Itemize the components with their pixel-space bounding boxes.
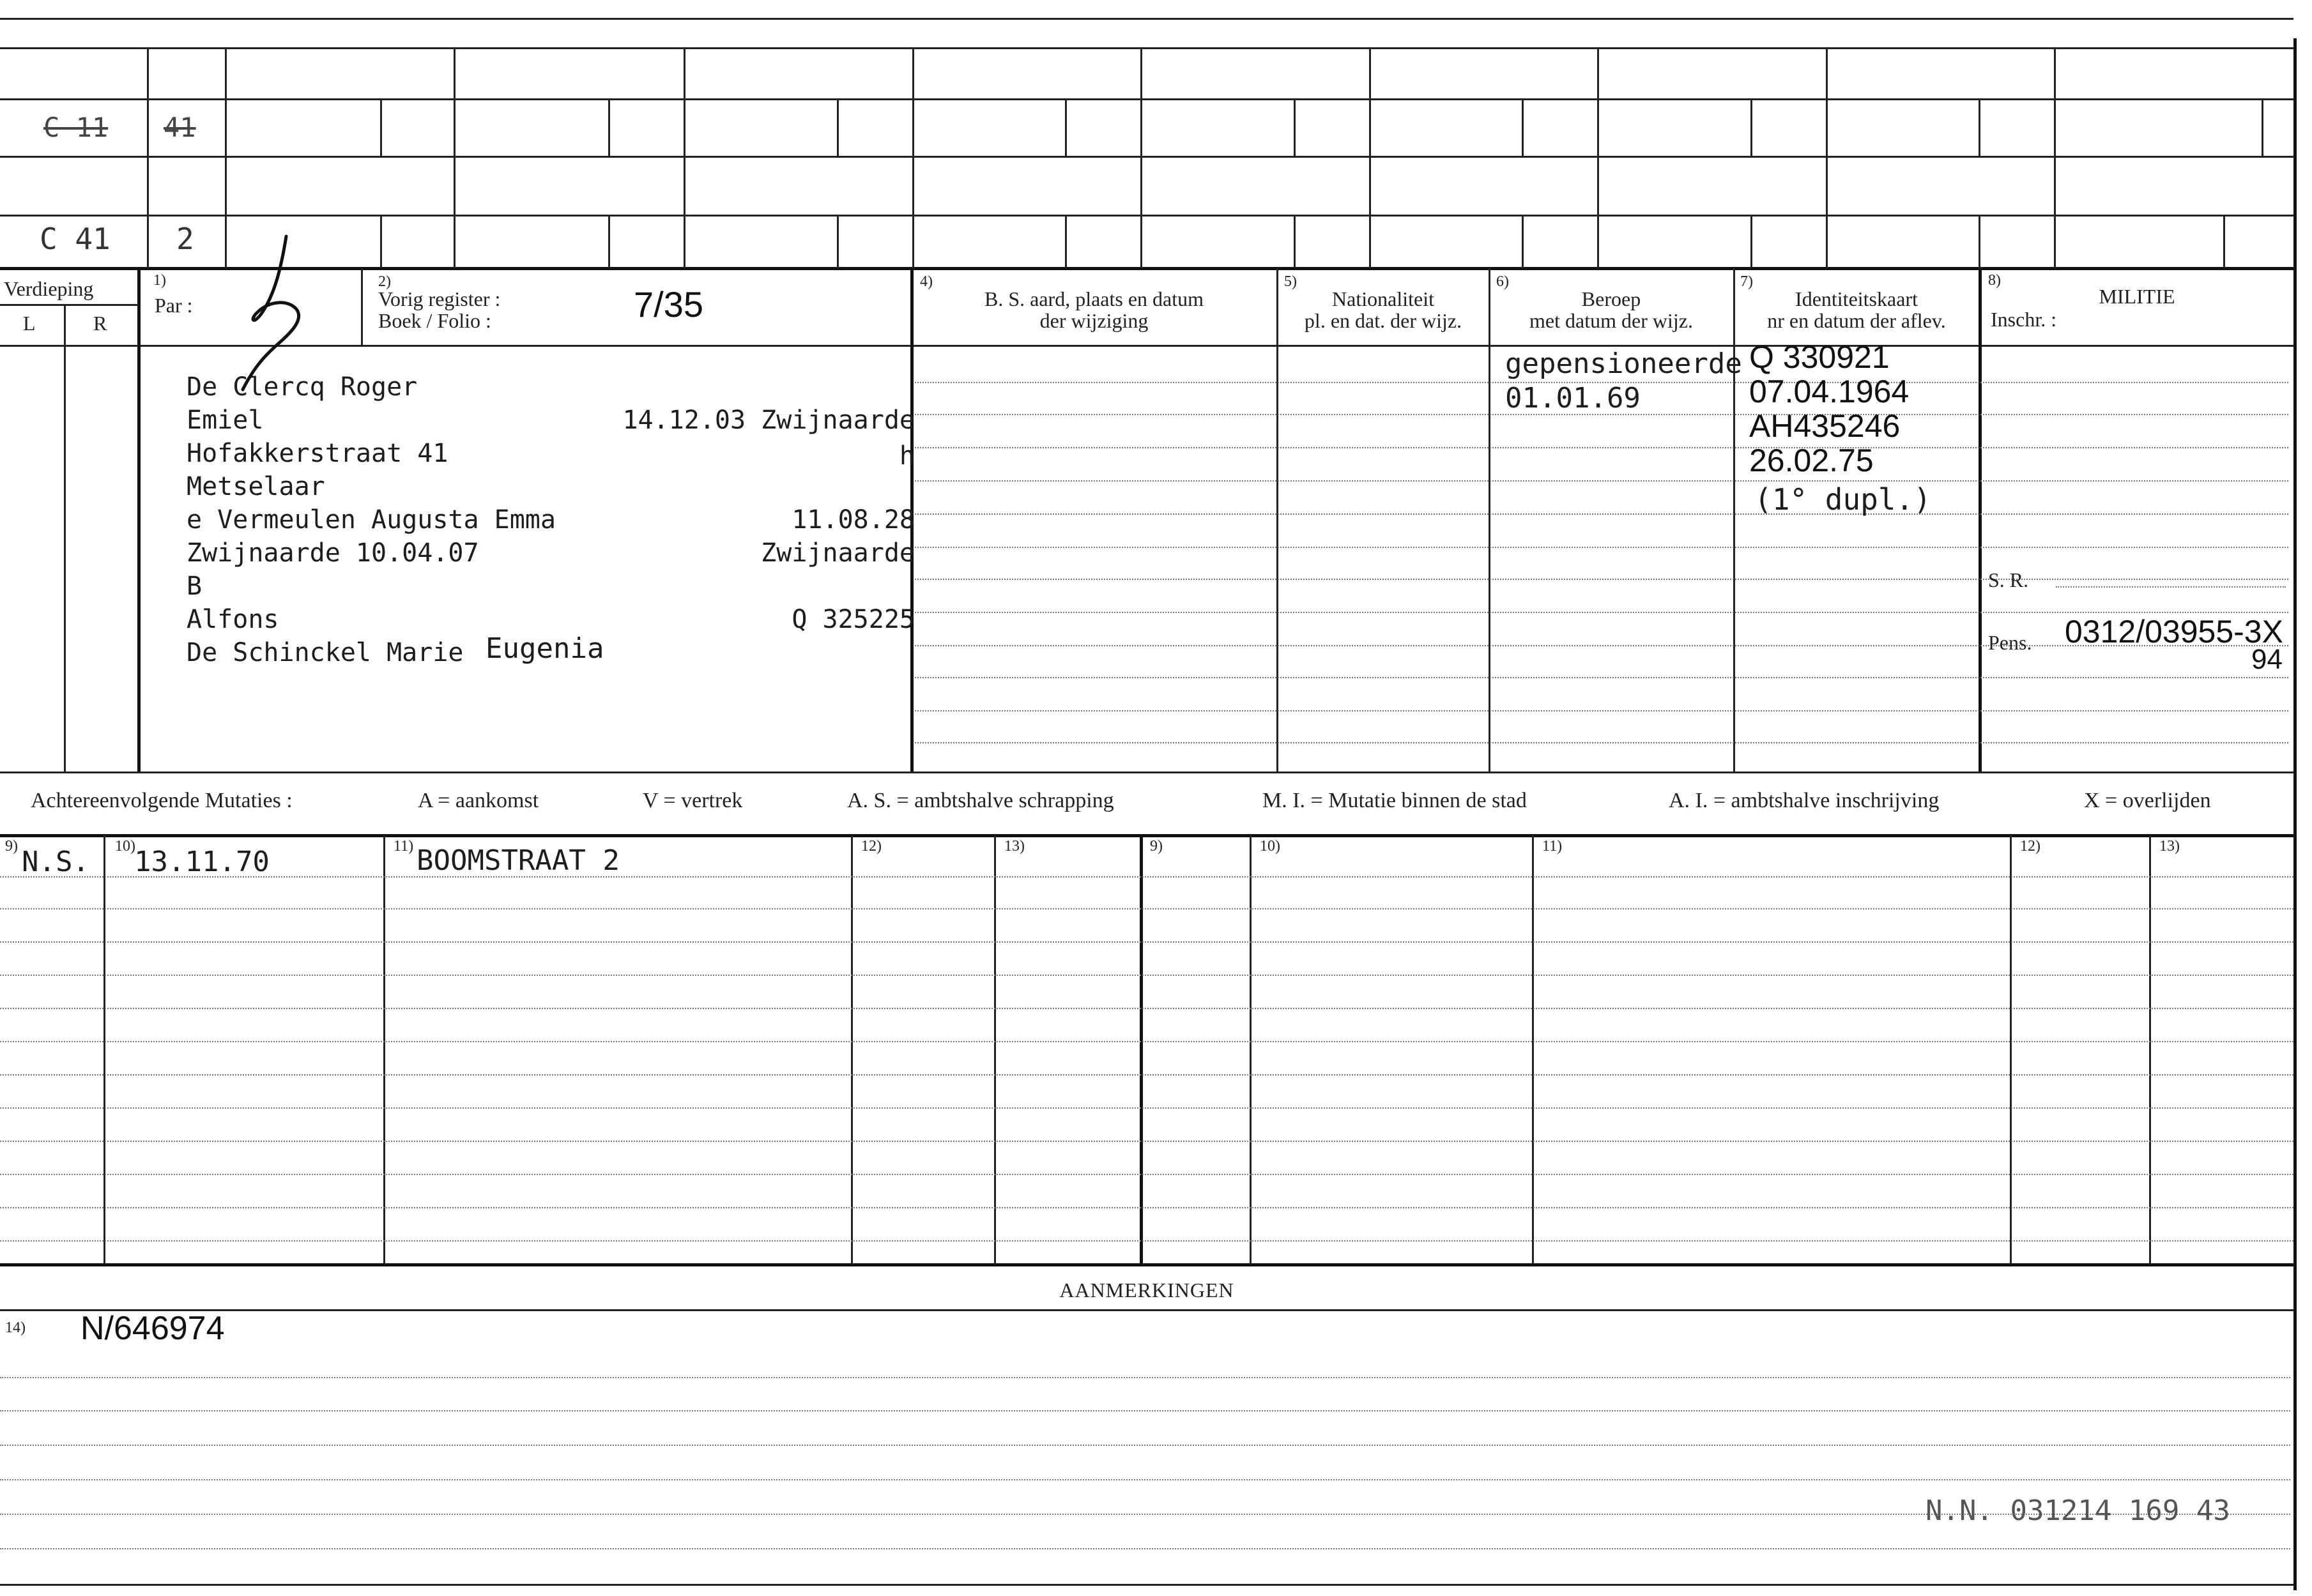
remarks-rule xyxy=(0,1309,2293,1311)
mut-row-rule xyxy=(0,975,2293,976)
top-grid-rule xyxy=(0,156,2293,158)
grid-line xyxy=(1522,215,1524,268)
inschr-label: Inschr. : xyxy=(1991,308,2057,331)
person-birth: 14.12.03 Zwijnaarde xyxy=(622,406,915,435)
col-line xyxy=(137,268,141,773)
col-l-label: L xyxy=(23,312,36,335)
grid-line xyxy=(147,47,149,268)
mut-col-num: 10) xyxy=(115,838,135,855)
mut-col-num: 12) xyxy=(861,838,882,855)
mut-col-line xyxy=(851,835,853,1263)
verdieping-label: Verdieping xyxy=(4,277,94,300)
sr-label: S. R. xyxy=(1988,568,2029,591)
mutation-date: 13.11.70 xyxy=(134,846,270,878)
top-grid-rule xyxy=(0,215,2293,217)
n4-label: 4) xyxy=(920,273,933,290)
militie-label: MILITIE xyxy=(2099,285,2175,308)
pens-label: Pens. xyxy=(1988,631,2032,654)
mut-col-num: 12) xyxy=(2020,838,2040,855)
mut-col-line xyxy=(2149,835,2151,1263)
remarks-dotted-rule xyxy=(0,1548,2290,1549)
id-card-date: 07.04.1964 xyxy=(1749,374,1910,409)
person-line-mother: De Schinckel Marie xyxy=(187,638,464,667)
person-line-spouse-birth: Zwijnaarde 10.04.07 xyxy=(187,538,479,568)
mut-col-line xyxy=(994,835,996,1263)
person-address-mark: h xyxy=(899,441,915,471)
old-num: 41 xyxy=(164,112,196,143)
dotted-rule xyxy=(915,742,2288,743)
beroep-line2: met datum der wijz. xyxy=(1529,309,1693,332)
mut-row-rule xyxy=(0,876,2293,878)
id-card-date-2: 26.02.75 xyxy=(1749,443,1874,478)
grid-line xyxy=(380,215,382,268)
mut-col-num: 13) xyxy=(1004,838,1025,855)
grid-line xyxy=(1369,47,1371,268)
col-line xyxy=(1276,268,1278,773)
n1-label: 1) xyxy=(153,272,166,289)
nat-line2: pl. en dat. der wijz. xyxy=(1304,309,1462,332)
person-line-address: Hofakkerstraat 41 xyxy=(187,439,448,468)
beroep-line1: Beroep xyxy=(1581,287,1641,310)
sr-dots xyxy=(2056,586,2286,588)
person-mother-added-name: Eugenia xyxy=(486,632,604,665)
dotted-rule xyxy=(915,710,2288,711)
top-grid-rule xyxy=(0,47,2293,49)
bottom-rule xyxy=(0,1584,2293,1586)
nat-line1: Nationaliteit xyxy=(1332,287,1434,310)
person-line-b: B xyxy=(187,572,203,601)
grid-line xyxy=(1522,98,1524,156)
grid-line xyxy=(1065,98,1067,156)
dotted-rule xyxy=(915,480,2288,482)
mut-col-num: 9) xyxy=(1150,838,1163,855)
dotted-rule xyxy=(915,447,2288,448)
mutation-bottom-rule xyxy=(0,1263,2293,1266)
signature-mark xyxy=(230,230,319,402)
par-label: Par : xyxy=(155,294,193,317)
mut-col-num: 11) xyxy=(1542,838,1563,855)
col-line xyxy=(1733,268,1735,773)
dotted-rule xyxy=(915,513,2288,515)
remarks-dotted-rule xyxy=(0,1377,2290,1378)
folio-value: 7/35 xyxy=(634,284,703,324)
grid-line xyxy=(2054,47,2056,268)
mut-col-line xyxy=(103,835,105,1263)
mut-row-rule xyxy=(0,1174,2293,1175)
grid-line xyxy=(608,215,610,268)
mut-col-line xyxy=(383,835,385,1263)
dotted-rule xyxy=(915,579,2288,580)
grid-line xyxy=(2223,215,2225,268)
grid-line xyxy=(837,98,839,156)
grid-line xyxy=(1750,215,1752,268)
pens-value: 0312/03955-3X xyxy=(2065,614,2283,650)
person-line-spouse: e Vermeulen Augusta Emma xyxy=(187,505,556,535)
grid-line xyxy=(1140,47,1142,268)
grid-line xyxy=(837,215,839,268)
id-line1: Identiteitskaart xyxy=(1795,287,1918,310)
top-border xyxy=(0,18,2293,20)
body-bottom-rule xyxy=(0,771,2293,773)
grid-line xyxy=(912,47,914,268)
top-grid-rule xyxy=(0,98,2293,100)
mutation-top-rule xyxy=(0,834,2293,837)
grid-line xyxy=(454,47,456,268)
legend-x: X = overlijden xyxy=(2084,789,2211,812)
n14-label: 14) xyxy=(5,1319,26,1336)
remarks-title: AANMERKINGEN xyxy=(1059,1279,1234,1302)
grid-line xyxy=(1826,47,1828,268)
id-card-number-2: AH435246 xyxy=(1749,408,1901,444)
mut-row-rule xyxy=(0,908,2293,909)
id-line2: nr en datum der aflev. xyxy=(1767,309,1946,332)
grid-line xyxy=(684,47,685,268)
mut-col-line xyxy=(1250,835,1252,1263)
n5-label: 5) xyxy=(1284,273,1297,290)
grid-line xyxy=(1294,98,1296,156)
remarks-dotted-rule xyxy=(0,1410,2290,1411)
mut-row-rule xyxy=(0,1008,2293,1009)
mut-row-rule xyxy=(0,1041,2293,1042)
grid-line xyxy=(1597,47,1599,268)
mut-col-num: 13) xyxy=(2159,838,2180,855)
nn-number: N.N. 031214 169 43 xyxy=(1925,1494,2230,1527)
grid-line xyxy=(1750,98,1752,156)
grid-line xyxy=(2262,98,2263,156)
remarks-dotted-rule xyxy=(0,1445,2290,1446)
person-marriage-date: 11.08.28 xyxy=(792,505,915,535)
person-id-number: Q 325225 xyxy=(792,605,915,634)
mut-col-num: 10) xyxy=(1260,838,1280,855)
header-bottom-rule xyxy=(0,345,2293,347)
id-card-duplicate: (1° dupl.) xyxy=(1754,482,1931,517)
legend-title: Achtereenvolgende Mutaties : xyxy=(31,789,293,812)
grid-line xyxy=(380,98,382,156)
person-line-given: Emiel xyxy=(187,406,264,435)
mut-col-num: 9) xyxy=(5,838,18,855)
mut-col-line xyxy=(1140,835,1143,1263)
legend-mi: M. I. = Mutatie binnen de stad xyxy=(1262,789,1527,812)
old-code: C 11 xyxy=(43,112,109,143)
grid-line xyxy=(225,47,227,268)
mut-row-rule xyxy=(0,1107,2293,1109)
legend-v: V = vertrek xyxy=(643,789,743,812)
mut-row-rule xyxy=(0,1240,2293,1242)
person-spouse-place: Zwijnaarde xyxy=(761,538,915,568)
remarks-dotted-rule xyxy=(0,1479,2290,1480)
mutation-type: N.S. xyxy=(22,846,89,878)
bs-line1: B. S. aard, plaats en datum xyxy=(984,287,1204,310)
right-border xyxy=(2293,38,2297,1590)
grid-line xyxy=(608,98,610,156)
grid-line xyxy=(1979,215,1980,268)
mutation-address: BOOMSTRAAT 2 xyxy=(417,844,620,877)
legend-as: A. S. = ambtshalve schrapping xyxy=(847,789,1114,812)
n8-label: 8) xyxy=(1988,272,2001,289)
lr-split-line xyxy=(64,304,66,773)
remarks-value: N/646974 xyxy=(80,1310,225,1347)
legend-a: A = aankomst xyxy=(418,789,539,812)
col-line xyxy=(1489,268,1490,773)
mut-row-rule xyxy=(0,1207,2293,1208)
mut-col-line xyxy=(1532,835,1534,1263)
grid-line xyxy=(1979,98,1980,156)
verdieping-split xyxy=(0,304,137,306)
dotted-rule xyxy=(915,677,2288,678)
pens-extra: 94 xyxy=(2251,644,2283,675)
n6-label: 6) xyxy=(1496,273,1509,290)
n2-label: 2) xyxy=(378,273,391,290)
person-line-job: Metselaar xyxy=(187,472,325,501)
header-top-rule xyxy=(0,267,2293,270)
person-line-father: Alfons xyxy=(187,605,279,634)
grid-line xyxy=(1065,215,1067,268)
n7-label: 7) xyxy=(1740,273,1753,290)
beroep-date: 01.01.69 xyxy=(1505,382,1641,414)
legend-ai: A. I. = ambtshalve inschrijving xyxy=(1669,789,1940,812)
current-code: C 41 xyxy=(40,222,111,256)
mut-col-num: 11) xyxy=(394,838,414,855)
grid-line xyxy=(1294,215,1296,268)
person-line-name: De Clercq Roger xyxy=(187,372,418,402)
col-line xyxy=(361,268,363,345)
col-r-label: R xyxy=(93,312,107,335)
bs-line2: der wijziging xyxy=(1039,309,1149,332)
current-num: 2 xyxy=(176,222,194,256)
beroep-value: gepensioneerde xyxy=(1505,347,1742,380)
mut-col-line xyxy=(2010,835,2012,1263)
col-line xyxy=(1979,268,1982,773)
mut-row-rule xyxy=(0,1141,2293,1142)
dotted-rule xyxy=(915,547,2288,548)
mut-row-rule xyxy=(0,1074,2293,1075)
vorig-register-label: Vorig register : xyxy=(378,287,501,310)
boek-folio-label: Boek / Folio : xyxy=(378,309,491,332)
id-card-number: Q 330921 xyxy=(1749,339,1890,375)
mut-row-rule xyxy=(0,941,2293,943)
